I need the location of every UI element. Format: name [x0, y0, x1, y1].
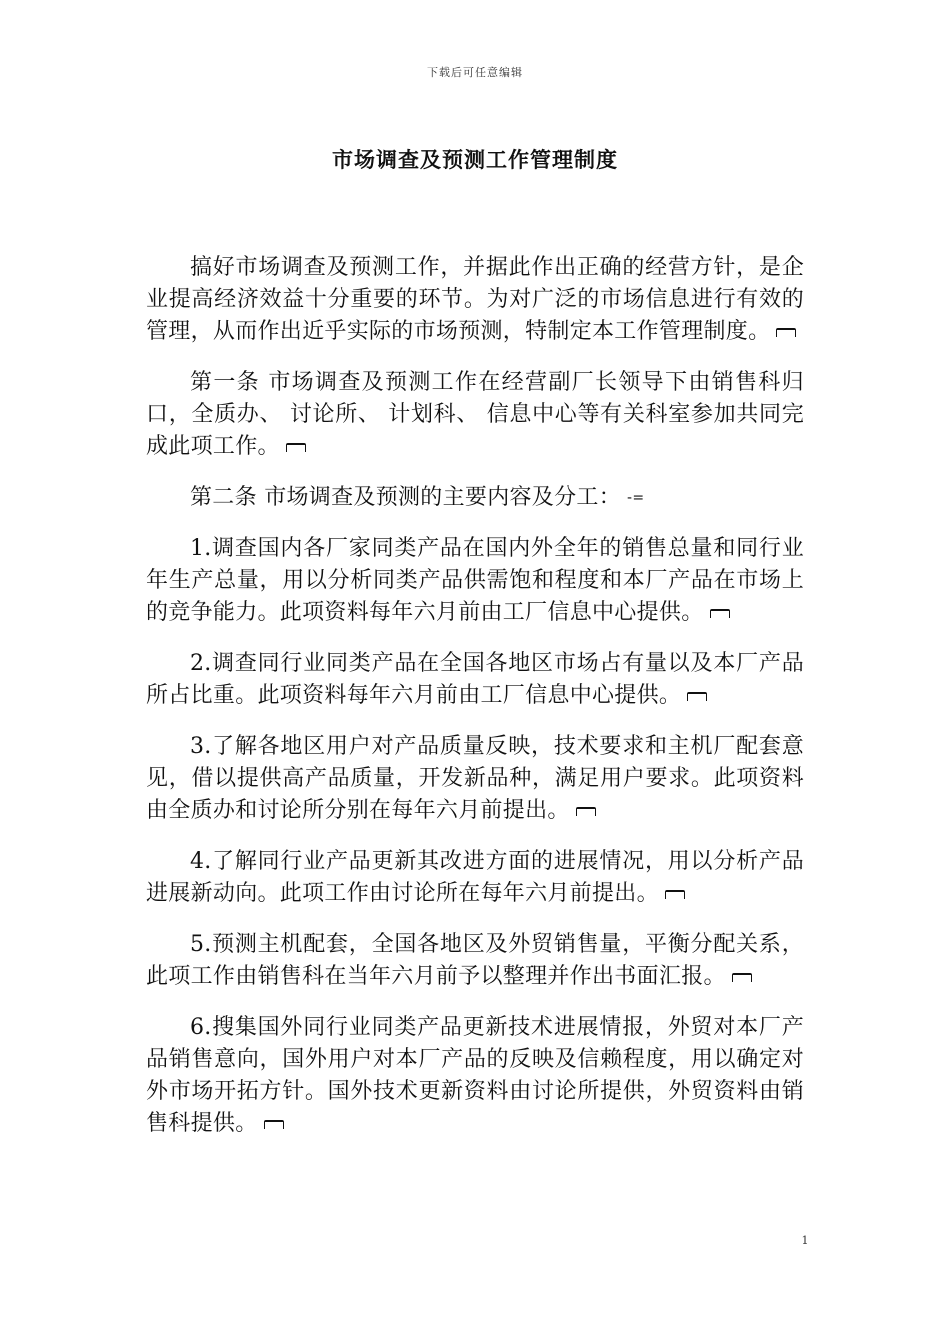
paragraph-text: 搞好市场调查及预测工作，并据此作出正确的经营方针，是企业提高经济效益十分重要的环节。为对广泛的市场信息进行有效的管理，从而作出近乎实际的市场预测，特制定本工作管理制度。 [146, 255, 804, 344]
item-number: 2. [190, 651, 212, 676]
paragraph-text: 了解各地区用户对产品质量反映，技术要求和主机厂配套意见，借以提供高产品质量，开发新品种，满足用户要求。此项资料由全质办和讨论所分别在每年六月前提出。 [146, 734, 804, 823]
paragraph-mark-icon [687, 692, 707, 701]
intro-paragraph [146, 252, 804, 348]
item-number: 4. [190, 849, 212, 874]
item-4-paragraph [146, 846, 804, 910]
paragraph-text: 预测主机配套，全国各地区及外贸销售量，平衡分配关系，此项工作由销售科在当年六月前予以整理并作出书面汇报。 [146, 932, 804, 989]
paragraph-end-symbol: -= [627, 490, 645, 506]
paragraph-mark-icon [710, 609, 730, 618]
paragraph-mark-icon [576, 807, 596, 816]
item-3-paragraph [146, 731, 804, 827]
item-5-paragraph [146, 929, 804, 993]
document-body [146, 252, 804, 1159]
paragraph-text: 第一条 市场调查及预测工作在经营副厂长领导下由销售科归口，全质办、 讨论所、 计划科、 信息中心等有关科室参加共同完成此项工作。 [146, 370, 804, 459]
paragraph-text: 调查同行业同类产品在全国各地区市场占有量以及本厂产品所占比重。此项资料每年六月前由工厂信息中心提供。 [146, 651, 804, 708]
item-number: 5. [190, 932, 212, 957]
article-2-paragraph [146, 482, 804, 514]
paragraph-text: 第二条 市场调查及预测的主要内容及分工： [190, 485, 621, 510]
header-note: 下载后可任意编辑 [427, 66, 523, 79]
document-title: 市场调查及预测工作管理制度 [332, 148, 618, 172]
item-number: 6. [190, 1015, 212, 1040]
paragraph-mark-icon [286, 443, 306, 452]
paragraph-text: 了解同行业产品更新其改进方面的进展情况，用以分析产品进展新动向。此项工作由讨论所在每年六月前提出。 [146, 849, 804, 906]
item-6-paragraph [146, 1012, 804, 1140]
paragraph-text: 调查国内各厂家同类产品在国内外全年的销售总量和同行业年生产总量，用以分析同类产品供需饱和程度和本厂产品在市场上的竞争能力。此项资料每年六月前由工厂信息中心提供。 [146, 536, 804, 625]
article-1-paragraph [146, 367, 804, 463]
paragraph-mark-icon [264, 1120, 284, 1129]
paragraph-mark-icon [776, 328, 796, 337]
item-1-paragraph [146, 533, 804, 629]
item-number: 3. [190, 734, 212, 759]
paragraph-text: 搜集国外同行业同类产品更新技术进展情报，外贸对本厂产品销售意向，国外用户对本厂产品的反映及信赖程度，用以确定对外市场开拓方针。国外技术更新资料由讨论所提供，外贸资料由销售科提供。 [146, 1015, 804, 1136]
item-number: 1. [190, 536, 212, 561]
paragraph-mark-icon [665, 890, 685, 899]
paragraph-mark-icon [732, 973, 752, 982]
page-number: 1 [801, 1234, 809, 1247]
item-2-paragraph [146, 648, 804, 712]
